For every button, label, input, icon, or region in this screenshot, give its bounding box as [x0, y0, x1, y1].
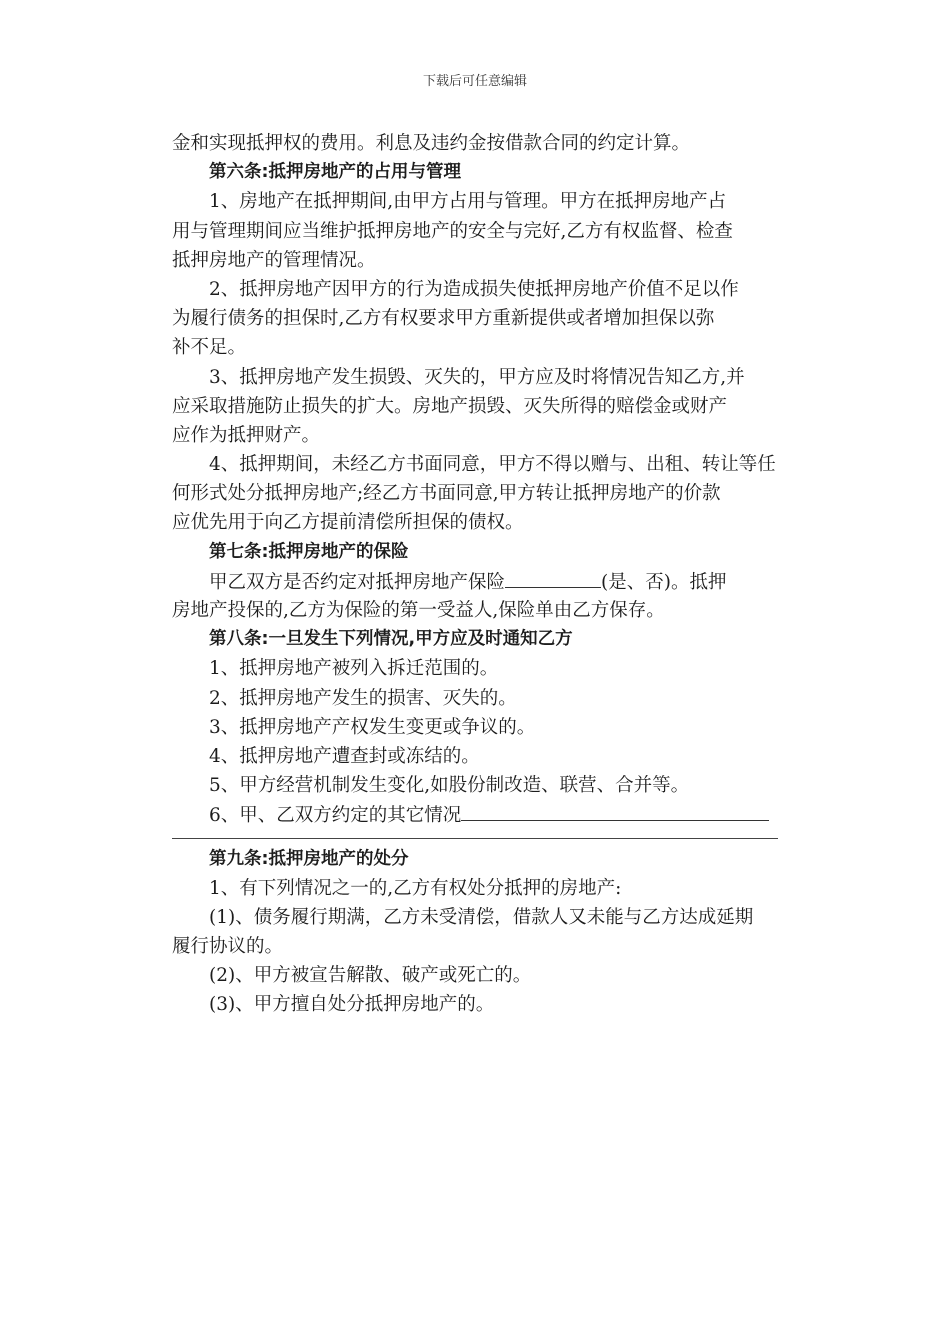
list-item: 2、抵押房地产发生的损害、灭失的。 — [209, 687, 517, 709]
list-item — [172, 800, 782, 829]
list-item: 3、抵押房地产产权发生变更或争议的。 — [209, 716, 536, 738]
text-line: 为履行债务的担保时,乙方有权要求甲方重新提供或者增加担保以弥 — [172, 308, 715, 330]
text-line: 1、有下列情况之一的,乙方有权处分抵押的房地产: — [209, 877, 622, 899]
text-line: 用与管理期间应当维护抵押房地产的安全与完好,乙方有权监督、检查 — [172, 220, 733, 242]
text-line: 房地产投保的,乙方为保险的第一受益人,保险单由乙方保存。 — [172, 600, 665, 621]
document-body — [172, 129, 782, 1020]
text-line: (2)、甲方被宣告解散、破产或死亡的。 — [209, 965, 532, 987]
text-line: 4、抵押期间，未经乙方书面同意，甲方不得以赠与、出租、转让等任 — [209, 454, 776, 476]
text-line: 应优先用于向乙方提前清偿所担保的债权。 — [172, 512, 524, 534]
other-conditions-blank — [461, 800, 769, 821]
text-line: 应采取措施防止损失的扩大。房地产损毁、灭失所得的赔偿金或财产 — [172, 395, 728, 417]
text-line: 抵押房地产的管理情况。 — [172, 249, 376, 271]
text-line: 1、房地产在抵押期间,由甲方占用与管理。甲方在抵押房地产占 — [209, 191, 727, 213]
text-line: 补不足。 — [172, 337, 247, 359]
text-line: 何形式处分抵押房地产;经乙方书面同意,甲方转让抵押房地产的价款 — [172, 483, 721, 505]
article-9-title: 第九条:抵押房地产的处分 — [209, 848, 409, 869]
text-fragment: 6、甲、乙双方约定的其它情况 — [209, 805, 462, 827]
text-line — [172, 567, 782, 596]
text-line: (1)、债务履行期满，乙方未受清偿，借款人又未能与乙方达成延期 — [209, 906, 754, 928]
page-header: 下载后可任意编辑 — [422, 74, 527, 89]
list-item: 1、抵押房地产被列入拆迁范围的。 — [209, 658, 499, 680]
list-item: 5、甲方经营机制发生变化,如股份制改造、联营、合并等。 — [209, 775, 690, 797]
text-fragment: (是、否)。抵押 — [601, 571, 727, 593]
insurance-blank — [505, 567, 601, 588]
text-fragment: 甲乙双方是否约定对抵押房地产保险 — [209, 571, 506, 593]
article-7-title: 第七条:抵押房地产的保险 — [209, 541, 409, 562]
article-8-title: 第八条:一旦发生下列情况,甲方应及时通知乙方 — [209, 629, 573, 650]
text-line: 3、抵押房地产发生损毁、灭失的，甲方应及时将情况告知乙方,并 — [209, 366, 745, 388]
text-line: 金和实现抵押权的费用。利息及违约金按借款合同的约定计算。 — [172, 133, 691, 154]
divider-line — [172, 838, 778, 839]
list-item: 4、抵押房地产遭查封或冻结的。 — [209, 745, 480, 767]
article-6-title: 第六条:抵押房地产的占用与管理 — [209, 162, 461, 183]
text-line: 履行协议的。 — [172, 936, 284, 958]
text-line: (3)、甲方擅自处分抵押房地产的。 — [209, 994, 495, 1016]
text-line: 2、抵押房地产因甲方的行为造成损失使抵押房地产价值不足以作 — [209, 278, 739, 300]
text-line: 应作为抵押财产。 — [172, 424, 321, 446]
